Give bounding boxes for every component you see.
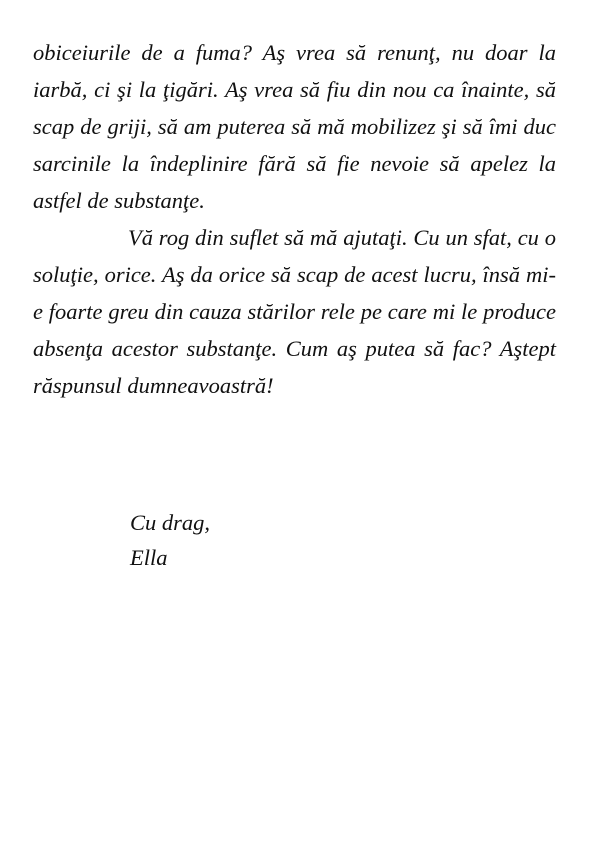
letter-paragraph-1: obiceiurile de a fuma? Aş vrea să renunţ, nu doar la iarbă, ci şi la ţigări. Aş vrea să fiu din nou ca înainte, să scap de griji, să am puterea să mă mobilizez şi să îmi duc sarcinile la îndeplinire fără să fie nevoie să apelez la astfel de substanţe. <box>33 40 556 213</box>
letter-paragraph-2: Vă rog din suflet să mă ajutaţi. Cu un sfat, cu o soluţie, orice. Aş da orice să scap de acest lucru, însă mi-e foarte greu din cauza stărilor rele pe care mi le produce absenţa acestor substanţe. Cum aş putea să fac? Aştept răspunsul dumneavoastră! <box>33 225 556 398</box>
closing-salutation: Cu drag, <box>130 510 211 535</box>
signature-name: Ella <box>130 545 168 570</box>
letter-body <box>33 34 556 404</box>
letter-closing-block <box>130 505 210 575</box>
